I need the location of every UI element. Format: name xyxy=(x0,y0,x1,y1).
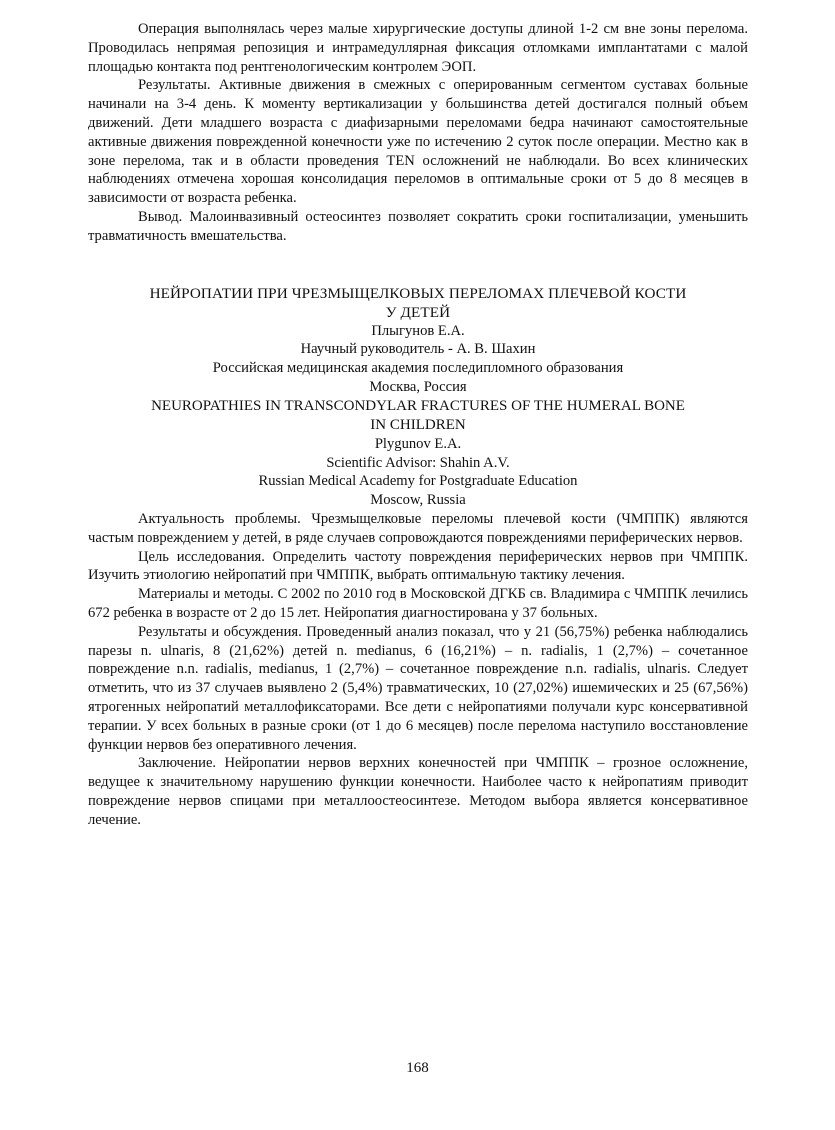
author-en: Plygunov E.A. xyxy=(374,435,462,452)
advisor-en: Scientific Advisor: Shahin A.V. xyxy=(326,454,510,471)
paragraph-results: Результаты. Активные движения в смежных с оперированным сегментом суставах больные начинали на 3-4 день. К моменту вертикализации у большинства детей достигался полный объем движений. Дети младшего возраста с диафизарными переломами бедра начинают самостоятельные активные движения поврежденной конечности уже по истечению 2 суток после операции. Местно как в зоне перелома, так и в области проведения TEN осложнений не наблюдали. Во всех клинических наблюдениях отмечена хорошая консолидация переломов в оптимальные сроки от 5 до 8 месяцев в зависимости от возраста ребенка. xyxy=(88,77,748,207)
institution-ru: Российская медицинская академия последипломного образования xyxy=(212,360,624,377)
document-page xyxy=(88,20,748,829)
article-title-en-line2: IN CHILDREN xyxy=(370,416,466,433)
advisor-ru: Научный руководитель - А. В. Шахин xyxy=(300,341,536,358)
paragraph-summary: Заключение. Нейропатии нервов верхних конечностей при ЧМППК – грозное осложнение, ведущее к значительному нарушению функции конечности. Наиболее часто к нейропатиям приводит повреждение нервов спицами при металлоостеосинтезе. Методом выбора является консервативное лечение. xyxy=(88,755,748,828)
city-ru: Москва, Россия xyxy=(369,378,467,395)
paragraph-conclusion: Вывод. Малоинвазивный остеосинтез позволяет сократить сроки госпитализации, уменьшить травматичность вмешательства. xyxy=(88,208,748,244)
previous-article-ending xyxy=(88,20,748,246)
paragraph-results-discussion: Результаты и обсуждения. Проведенный анализ показал, что у 21 (56,75%) ребенка наблюдались парезы n. ulnaris, 8 (21,62%) детей n. medianus, 6 (16,21%) – n. radialis, 1 (2,7%) – сочетанное повреждение n.n. radialis, medianus, 1 (2,7%) – сочетанное повреждение n.n. radialis, ulnaris. Следует отметить, что из 37 случаев выявлено 2 (5,4%) травматических, 10 (27,02%) ишемических и 25 (67,56%) ятрогенных нейропатий металлофиксаторами. Все дети с нейропатиями получали курс консервативной терапии. У всех больных в разные сроки (от 1 до 6 месяцев) после перелома наступило восстановление функции нервов без оперативного лечения. xyxy=(88,623,748,753)
article-body xyxy=(88,510,748,830)
article-header xyxy=(88,284,748,510)
article-title-ru-line2: У ДЕТЕЙ xyxy=(385,303,451,321)
paragraph-materials-methods: Материалы и методы. С 2002 по 2010 год в Московской ДГКБ св. Владимира с ЧМППК лечились 672 ребенка в возрасте от 2 до 15 лет. Нейропатия диагностирована у 37 больных. xyxy=(88,586,748,621)
article-title-ru-line1: НЕЙРОПАТИИ ПРИ ЧРЕЗМЫЩЕЛКОВЫХ ПЕРЕЛОМАХ ПЛЕЧЕВОЙ КОСТИ xyxy=(149,284,687,302)
article-title-en-line1: NEUROPATHIES IN TRANSCONDYLAR FRACTURES OF THE HUMERAL BONE xyxy=(151,397,685,414)
paragraph-aim: Цель исследования. Определить частоту повреждения периферических нервов при ЧМППК. Изучить этиологию нейропатий при ЧМППК, выбрать оптимальную тактику лечения. xyxy=(88,548,748,584)
author-ru: Плыгунов Е.А. xyxy=(371,322,465,339)
institution-en: Russian Medical Academy for Postgraduate Education xyxy=(258,473,578,490)
paragraph-relevance: Актуальность проблемы. Чрезмыщелковые переломы плечевой кости (ЧМППК) являются частым повреждением у детей, в ряде случаев сопровождаются повреждениями периферических нервов. xyxy=(88,510,748,546)
page-number: 168 xyxy=(406,1060,429,1076)
paragraph-methods: Операция выполнялась через малые хирургические доступы длиной 1-2 см вне зоны перелома. Проводилась непрямая репозиция и интрамедуллярная фиксация отломками имплантатами с малой площадью контакта под рентгенологическим контролем ЭОП. xyxy=(88,21,748,75)
city-en: Moscow, Russia xyxy=(370,492,466,509)
